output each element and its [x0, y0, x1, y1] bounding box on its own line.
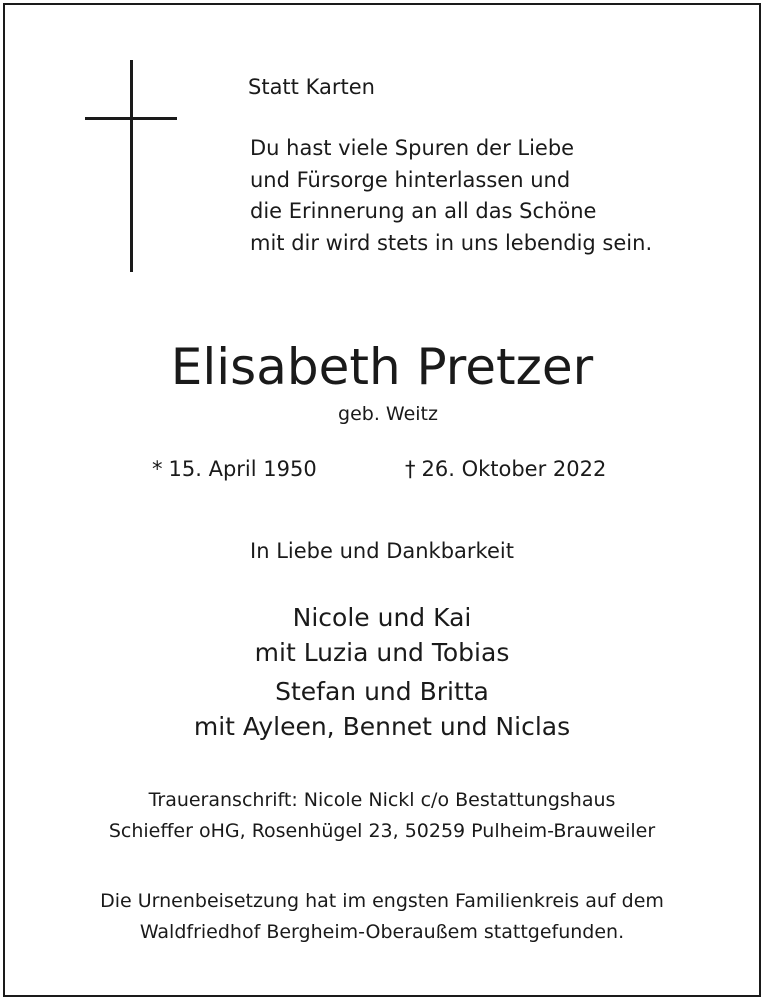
poem-line: die Erinnerung an all das Schöne [250, 199, 597, 223]
burial-note [5, 886, 759, 948]
memorial-poem [250, 133, 652, 259]
mourner-line: Stefan und Britta [275, 677, 489, 706]
death-symbol: † [405, 457, 416, 481]
mourning-address [5, 785, 759, 847]
address-line: Schieffer oHG, Rosenhügel 23, 50259 Pulheim-Brauweiler [108, 820, 656, 842]
birth-date-text: 15. April 1950 [168, 457, 317, 481]
notice-heading: Statt Karten [248, 75, 375, 99]
gratitude-line: In Liebe und Dankbarkeit [250, 539, 514, 563]
poem-line: mit dir wird stets in uns lebendig sein. [250, 230, 653, 255]
address-line: Traueranschrift: Nicole Nickl c/o Bestattungshaus [148, 789, 616, 811]
death-date [405, 454, 606, 484]
maiden-name: geb. Weitz [338, 403, 438, 425]
burial-line: Die Urnenbeisetzung hat im engsten Familienkreis auf dem [100, 890, 664, 912]
birth-date [152, 454, 317, 484]
poem-line: Du hast viele Spuren der Liebe [250, 136, 575, 160]
deceased-name: Elisabeth Pretzer [170, 338, 594, 396]
mourner-line: Nicole und Kai [292, 603, 472, 632]
cross-horizontal-bar [85, 117, 177, 120]
poem-line: und Fürsorge hinterlassen und [250, 167, 571, 192]
mourners-list [5, 600, 759, 744]
birth-symbol: * [152, 457, 163, 481]
death-date-text: 26. Oktober 2022 [421, 457, 607, 481]
mourner-line: mit Luzia und Tobias [254, 638, 510, 667]
obituary-notice [3, 3, 761, 997]
mourner-line: mit Ayleen, Bennet und Niclas [193, 712, 571, 741]
burial-line: Waldfriedhof Bergheim-Oberaußem stattgefunden. [139, 921, 625, 943]
cross-vertical-bar [130, 60, 133, 272]
